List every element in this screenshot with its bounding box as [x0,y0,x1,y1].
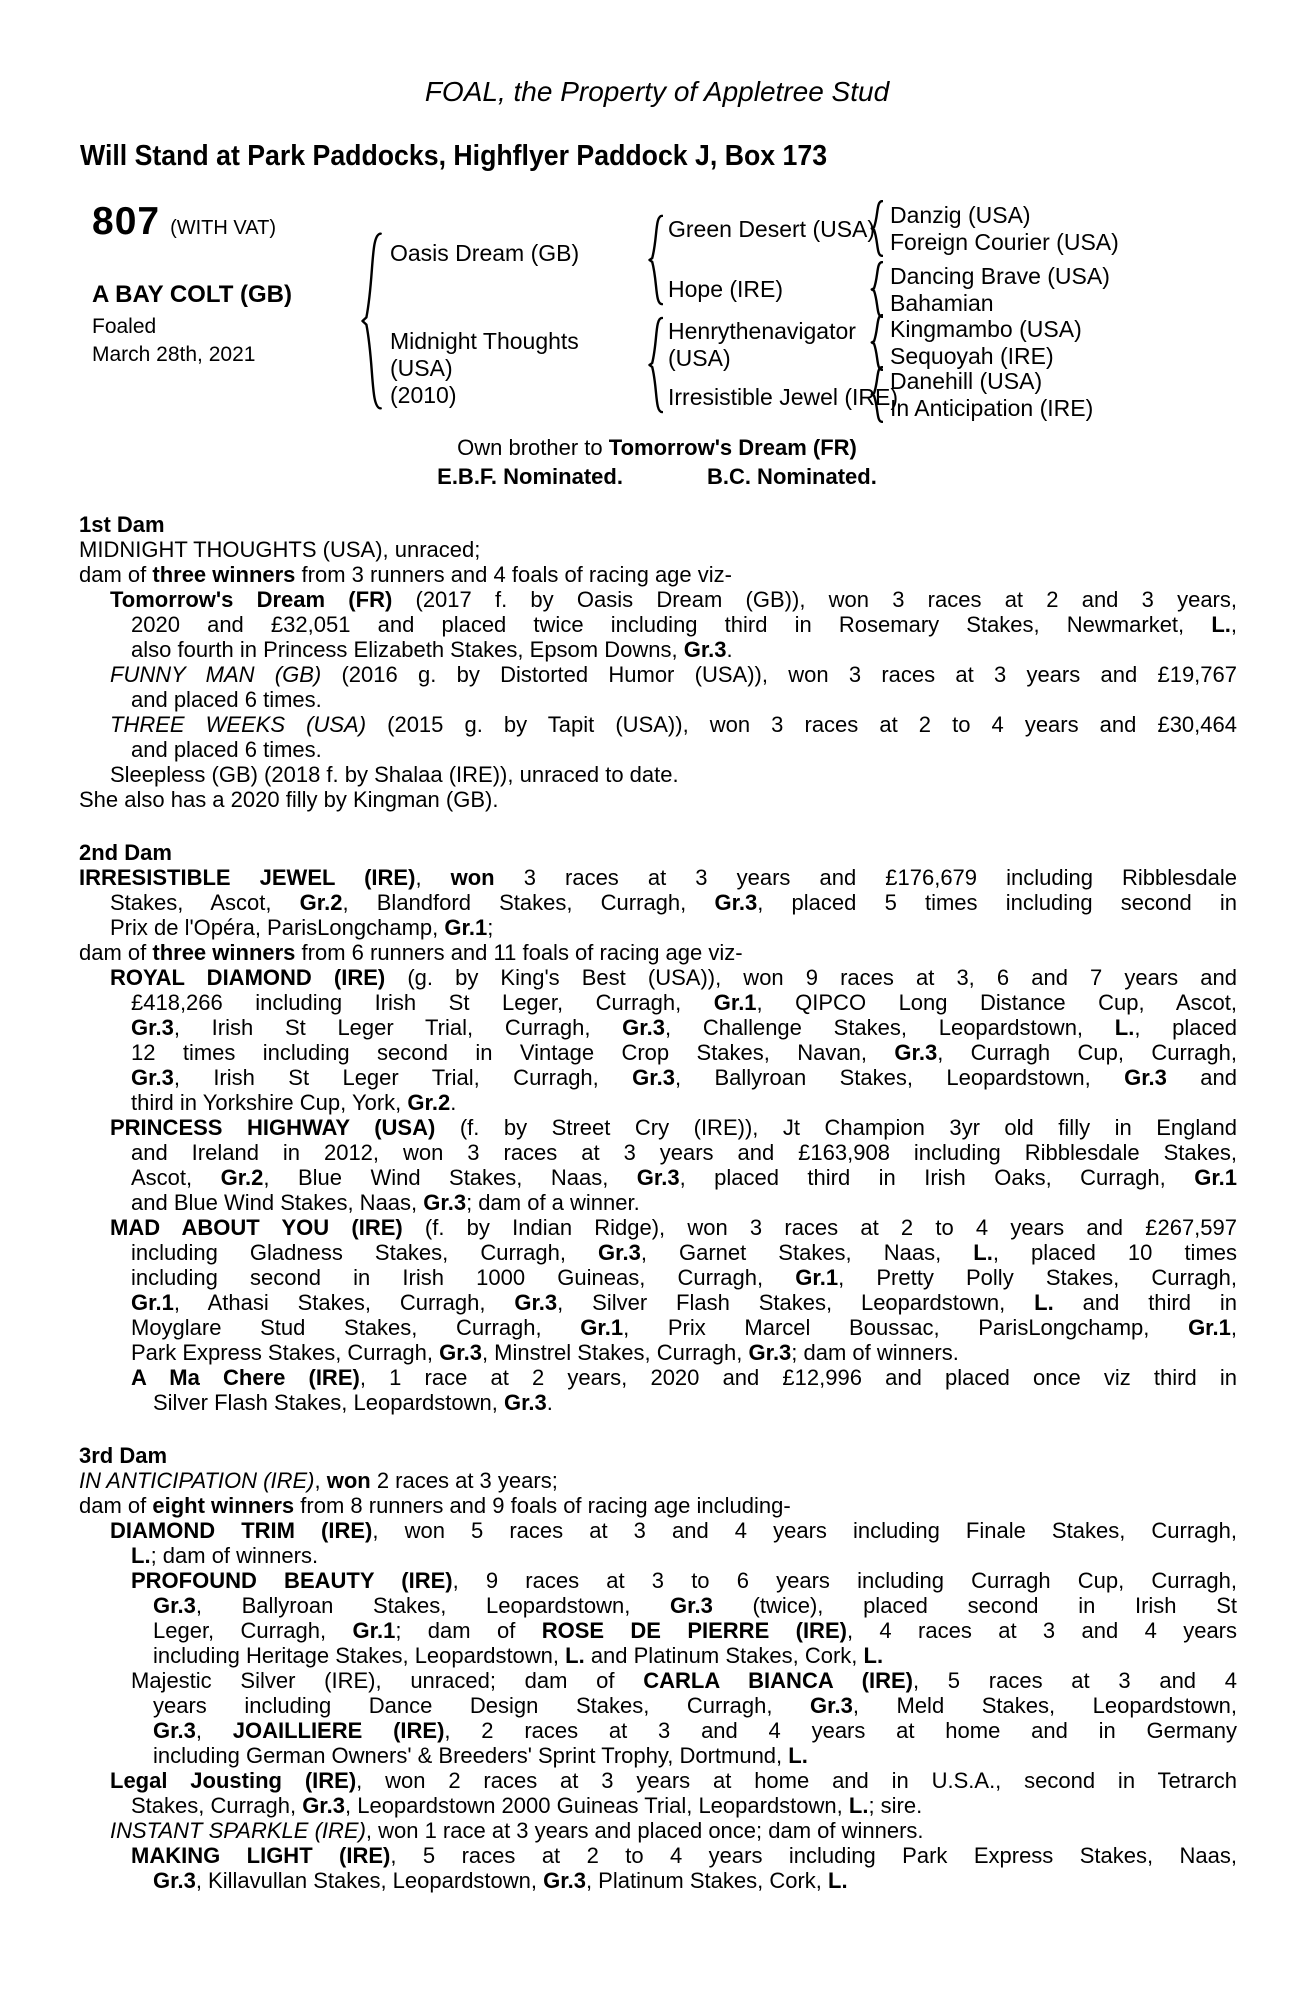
pedigree-brace-gen3-3 [868,314,883,371]
own-brother-note: Own brother to Tomorrow's Dream (FR) [457,435,857,460]
pedigree-text-line: third in Yorkshire Cup, York, Gr.2. [131,1090,457,1115]
pedigree-text-line: Moyglare Stud Stakes, Curragh, Gr.1, Prix Marcel Boussac, ParisLongchamp, Gr.1, [131,1315,1237,1340]
pedigree-text-line: and Blue Wind Stakes, Naas, Gr.3; dam of a winner. [131,1190,640,1215]
pedigree-dam-dam: Irresistible Jewel (IRE) [668,384,899,410]
pedigree-gen3-pair2: Dancing Brave (USA) Bahamian [890,263,1110,316]
pedigree-text-line: and placed 6 times. [131,737,322,762]
dam-section-heading: 3rd Dam [79,1443,168,1468]
pedigree-text-line: dam of three winners from 6 runners and 11 foals of racing age viz- [79,940,743,965]
pedigree-dam-sire: Henrythenavigator (USA) [668,318,856,371]
pedigree-sire-sire: Green Desert (USA) [668,216,876,242]
pedigree-text-line: Gr.1, Athasi Stakes, Curragh, Gr.3, Silver Flash Stakes, Leopardstown, L. and third in [131,1290,1237,1315]
pedigree-text-line: Legal Jousting (IRE), won 2 races at 3 years at home and in U.S.A., second in Tetrarch [110,1768,1237,1793]
pedigree-text-line: MAD ABOUT YOU (IRE) (f. by Indian Ridge), won 3 races at 2 to 4 years and £267,597 [110,1215,1237,1240]
pedigree-text-line: IN ANTICIPATION (IRE), won 2 races at 3 years; [79,1468,558,1493]
page-title: FOAL, the Property of Appletree Stud [424,76,890,107]
pedigree-text-line: including Gladness Stakes, Curragh, Gr.3, Garnet Stakes, Naas, L., placed 10 times [131,1240,1238,1265]
pedigree-text-line: £418,266 including Irish St Leger, Curragh, Gr.1, QIPCO Long Distance Cup, Ascot, [131,990,1237,1015]
pedigree-text-line: 2020 and £32,051 and placed twice including third in Rosemary Stakes, Newmarket, L., [131,612,1237,637]
pedigree-text-line: including second in Irish 1000 Guineas, Curragh, Gr.1, Pretty Polly Stakes, Curragh, [131,1265,1238,1290]
dam-section-heading: 1st Dam [79,512,165,537]
pedigree-text-line: Majestic Silver (IRE), unraced; dam of CARLA BIANCA (IRE), 5 races at 3 and 4 [131,1668,1238,1693]
pedigree-brace-gen1 [356,230,382,412]
pedigree-text-line: ROYAL DIAMOND (IRE) (g. by King's Best (USA)), won 9 races at 3, 6 and 7 years and [110,965,1237,990]
pedigree-text-line: and Ireland in 2012, won 3 races at 3 years and £163,908 including Ribblesdale Stakes, [131,1140,1237,1165]
pedigree-text-line: dam of eight winners from 8 runners and 9 foals of racing age including- [79,1493,791,1518]
pedigree-text-line: THREE WEEKS (USA) (2015 g. by Tapit (USA)), won 3 races at 2 to 4 years and £30,464 [110,712,1237,737]
pedigree-text-line: PRINCESS HIGHWAY (USA) (f. by Street Cry (IRE)), Jt Champion 3yr old filly in England [110,1115,1237,1140]
pedigree-text-line: Sleepless (GB) (2018 f. by Shalaa (IRE)), unraced to date. [110,762,679,787]
pedigree-text-line: Silver Flash Stakes, Leopardstown, Gr.3. [153,1390,553,1415]
pedigree-text-line: DIAMOND TRIM (IRE), won 5 races at 3 and 4 years including Finale Stakes, Curragh, [110,1518,1237,1543]
lot-number: 807 [92,200,161,243]
dam-sections [79,512,1237,1893]
pedigree-text-line: INSTANT SPARKLE (IRE), won 1 race at 3 years and placed once; dam of winners. [110,1818,924,1843]
pedigree-text-line: Prix de l'Opéra, ParisLongchamp, Gr.1; [110,915,494,940]
vat-note: (WITH VAT) [170,217,276,239]
pedigree-text-line: Stakes, Ascot, Gr.2, Blandford Stakes, Curragh, Gr.3, placed 5 times including second in [110,890,1237,915]
pedigree-text-line: L.; dam of winners. [131,1543,319,1568]
pedigree-sire-dam: Hope (IRE) [668,276,784,302]
pedigree-gen3-pair4: Danehill (USA) In Anticipation (IRE) [890,368,1094,421]
pedigree-text-line: and placed 6 times. [131,687,322,712]
pedigree-text-line: including Heritage Stakes, Leopardstown, L. and Platinum Stakes, Cork, L. [153,1643,884,1668]
pedigree-text-line: Stakes, Curragh, Gr.3, Leopardstown 2000 Guineas Trial, Leopardstown, L.; sire. [131,1793,923,1818]
pedigree-text-line: Gr.3, Irish St Leger Trial, Curragh, Gr.3, Ballyroan Stakes, Leopardstown, Gr.3 and [131,1065,1237,1090]
pedigree-brace-sire [645,214,663,306]
stand-location: Will Stand at Park Paddocks, Highflyer Paddock J, Box 173 [80,140,828,172]
pedigree-text-line: MIDNIGHT THOUGHTS (USA), unraced; [79,537,481,562]
lot-header [92,200,276,244]
pedigree-text-line: including German Owners' & Breeders' Sprint Trophy, Dortmund, L. [153,1743,808,1768]
pedigree-text-line: years including Dance Design Stakes, Curragh, Gr.3, Meld Stakes, Leopardstown, [153,1693,1237,1718]
pedigree-text-line: She also has a 2020 filly by Kingman (GB). [79,787,499,812]
pedigree-text-line: FUNNY MAN (GB) (2016 g. by Distorted Humor (USA)), won 3 races at 3 years and £19,767 [110,662,1237,687]
pedigree-text-line: Gr.3, JOAILLIERE (IRE), 2 races at 3 and 4 years at home and in Germany [153,1718,1237,1743]
pedigree-text-line: Tomorrow's Dream (FR) (2017 f. by Oasis Dream (GB)), won 3 races at 2 and 3 years, [110,587,1237,612]
pedigree-brace-dam [645,316,663,414]
pedigree-text-line: Ascot, Gr.2, Blue Wind Stakes, Naas, Gr.3, placed third in Irish Oaks, Curragh, Gr.1 [131,1165,1238,1190]
dam-section-heading: 2nd Dam [79,840,172,865]
sire-name: Oasis Dream (GB) [390,240,580,266]
foaled-date: March 28th, 2021 [92,343,256,366]
ebf-nomination: E.B.F. Nominated. [437,464,623,489]
pedigree-text-line: Leger, Curragh, Gr.1; dam of ROSE DE PIERRE (IRE), 4 races at 3 and 4 years [153,1618,1238,1643]
pedigree-text-line: IRRESISTIBLE JEWEL (IRE), won 3 races at 3 years and £176,679 including Ribblesdale [79,865,1237,890]
lot-description: A BAY COLT (GB) [92,281,293,308]
pedigree-dam: Midnight Thoughts (USA) (2010) [390,328,579,408]
pedigree-text-line: Gr.3, Killavullan Stakes, Leopardstown, Gr.3, Platinum Stakes, Cork, L. [153,1868,848,1893]
pedigree-sire [390,240,579,267]
pedigree-text-line: PROFOUND BEAUTY (IRE), 9 races at 3 to 6 years including Curragh Cup, Curragh, [131,1568,1237,1593]
foaled-label: Foaled [92,315,157,338]
pedigree-text-line: MAKING LIGHT (IRE), 5 races at 2 to 4 years including Park Express Stakes, Naas, [131,1843,1237,1868]
pedigree-brace-gen3-2 [868,261,883,318]
pedigree-text-line: dam of three winners from 3 runners and 4 foals of racing age viz- [79,562,732,587]
bc-nomination: B.C. Nominated. [706,464,877,489]
pedigree-gen3-pair1: Danzig (USA) Foreign Courier (USA) [890,202,1119,255]
pedigree-text-line: Park Express Stakes, Curragh, Gr.3, Minstrel Stakes, Curragh, Gr.3; dam of winners. [131,1340,959,1365]
pedigree-text-line: A Ma Chere (IRE), 1 race at 2 years, 2020 and £12,996 and placed once viz third in [131,1365,1238,1390]
pedigree-text-line: 12 times including second in Vintage Crop Stakes, Navan, Gr.3, Curragh Cup, Curragh, [131,1040,1237,1065]
pedigree-text-line: Gr.3, Irish St Leger Trial, Curragh, Gr.3, Challenge Stakes, Leopardstown, L., placed [131,1015,1238,1040]
pedigree-text-line: Gr.3, Ballyroan Stakes, Leopardstown, Gr.3 (twice), placed second in Irish St [153,1593,1238,1618]
nomination-line [0,464,1314,490]
pedigree-text-line: also fourth in Princess Elizabeth Stakes, Epsom Downs, Gr.3. [131,637,733,662]
pedigree-gen3-pair3: Kingmambo (USA) Sequoyah (IRE) [890,316,1082,369]
